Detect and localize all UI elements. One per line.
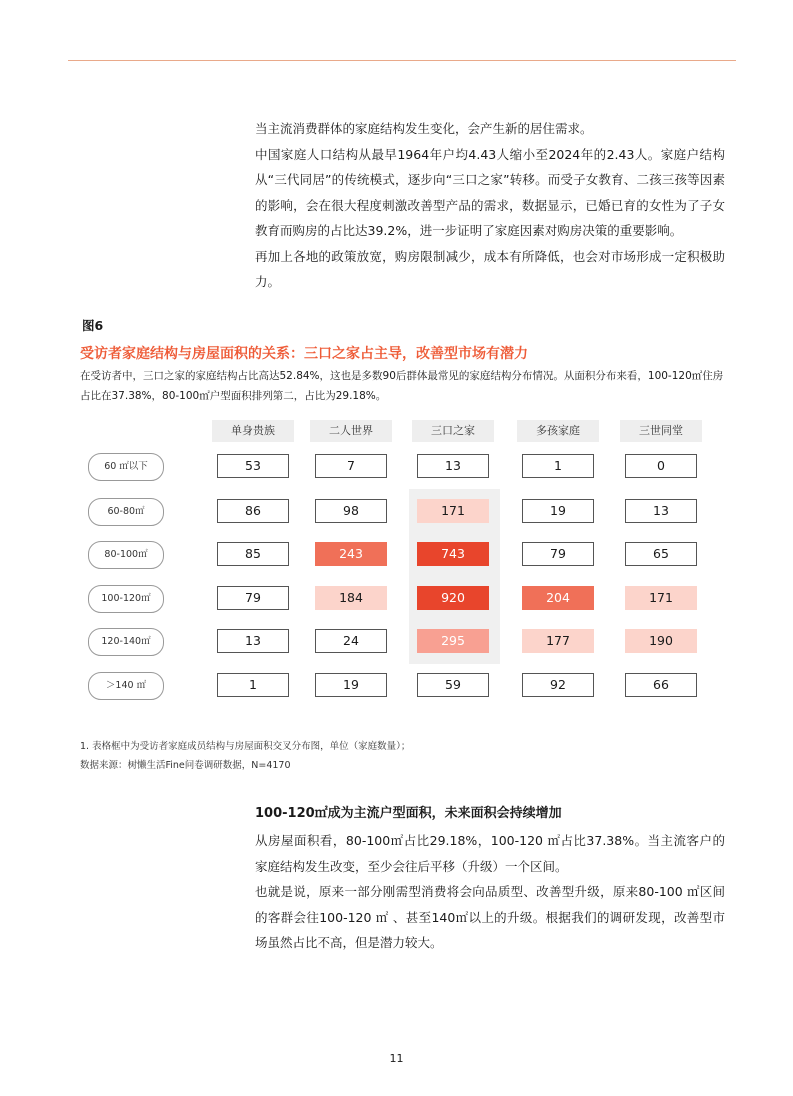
matrix-cell: 19 bbox=[522, 499, 594, 523]
matrix-cell: 171 bbox=[417, 499, 489, 523]
matrix-cell: 190 bbox=[625, 629, 697, 653]
matrix-cell: 243 bbox=[315, 542, 387, 566]
matrix-cell: 295 bbox=[417, 629, 489, 653]
matrix-cell: 86 bbox=[217, 499, 289, 523]
column-header: 三口之家 bbox=[412, 420, 494, 442]
row-label: 120-140㎡ bbox=[88, 628, 164, 656]
section-heading: 100-120㎡成为主流户型面积，未来面积会持续增加 bbox=[255, 806, 562, 821]
matrix-cell: 1 bbox=[217, 673, 289, 697]
matrix-cell: 19 bbox=[315, 673, 387, 697]
intro-paragraph: 再加上各地的政策放宽，购房限制减少，成本有所降低，也会对市场形成一定积极助力。 bbox=[255, 248, 725, 289]
matrix-cell: 920 bbox=[417, 586, 489, 610]
matrix-cell: 204 bbox=[522, 586, 594, 610]
matrix-cell: 13 bbox=[417, 454, 489, 478]
matrix-cell: 0 bbox=[625, 454, 697, 478]
matrix-cell: 7 bbox=[315, 454, 387, 478]
row-label: 60 ㎡以下 bbox=[88, 453, 164, 481]
matrix-cell: 1 bbox=[522, 454, 594, 478]
figure-description: 在受访者中，三口之家的家庭结构占比高达52.84%，这也是多数90后群体最常见的家庭结构分布情况。从面积分布来看，100-120㎡住房占比在37.38%，80-100㎡户型面积排列第二，占比为29.18%。 bbox=[80, 370, 724, 402]
intro-paragraph: 当主流消费群体的家庭结构发生变化，会产生新的居住需求。 bbox=[255, 121, 593, 136]
matrix-cell: 98 bbox=[315, 499, 387, 523]
matrix-cell: 184 bbox=[315, 586, 387, 610]
matrix-cell: 13 bbox=[217, 629, 289, 653]
figure-label: 图6 bbox=[82, 318, 104, 333]
intro-text bbox=[255, 116, 725, 295]
matrix-cell: 85 bbox=[217, 542, 289, 566]
matrix-cell: 743 bbox=[417, 542, 489, 566]
matrix-cell: 13 bbox=[625, 499, 697, 523]
matrix-cell: 79 bbox=[217, 586, 289, 610]
row-label: ＞140 ㎡ bbox=[88, 672, 164, 700]
column-header: 单身贵族 bbox=[212, 420, 294, 442]
page-number: 11 bbox=[389, 1052, 404, 1065]
matrix-cell: 92 bbox=[522, 673, 594, 697]
matrix-cell: 66 bbox=[625, 673, 697, 697]
matrix-cell: 53 bbox=[217, 454, 289, 478]
matrix-cell: 65 bbox=[625, 542, 697, 566]
section-text bbox=[255, 828, 725, 956]
matrix-cell: 24 bbox=[315, 629, 387, 653]
row-label: 80-100㎡ bbox=[88, 541, 164, 569]
top-divider bbox=[68, 60, 736, 61]
row-label: 60-80㎡ bbox=[88, 498, 164, 526]
matrix-cell: 79 bbox=[522, 542, 594, 566]
matrix-cell: 171 bbox=[625, 586, 697, 610]
matrix-cell: 59 bbox=[417, 673, 489, 697]
column-header: 二人世界 bbox=[310, 420, 392, 442]
matrix-cell: 177 bbox=[522, 629, 594, 653]
column-header: 多孩家庭 bbox=[517, 420, 599, 442]
column-header: 三世同堂 bbox=[620, 420, 702, 442]
section-paragraph: 也就是说，原来一部分刚需型消费将会向品质型、改善型升级，原来80-100 ㎡区间的客群会往100-120 ㎡ 、甚至140㎡以上的升级。根据我们的调研发现，改善型市场虽然占比不高，但是潜力较大。 bbox=[255, 884, 725, 950]
data-source: 数据来源：树懒生活Fine问卷调研数据，N=4170 bbox=[80, 760, 291, 771]
row-label: 100-120㎡ bbox=[88, 585, 164, 613]
figure-title: 受访者家庭结构与房屋面积的关系：三口之家占主导，改善型市场有潜力 bbox=[80, 346, 528, 362]
section-paragraph: 从房屋面积看，80-100㎡占比29.18%，100-120 ㎡占比37.38%。当主流客户的家庭结构发生改变，至少会往后平移（升级）一个区间。 bbox=[255, 833, 725, 874]
intro-paragraph: 中国家庭人口结构从最早1964年户均4.43人缩小至2024年的2.43人。家庭户结构从“三代同居”的传统模式，逐步向“三口之家”转移。而受子女教育、二孩三孩等因素的影响，会在很大程度刺激改善型产品的需求，数据显示，已婚已育的女性为了子女教育而购房的占比达39.2%，进一步证明了家庭因素对购房决策的重要影响。 bbox=[255, 146, 725, 238]
figure-footnote: 1. 表格框中为受访者家庭成员结构与房屋面积交叉分布图，单位（家庭数量）； bbox=[80, 741, 411, 752]
